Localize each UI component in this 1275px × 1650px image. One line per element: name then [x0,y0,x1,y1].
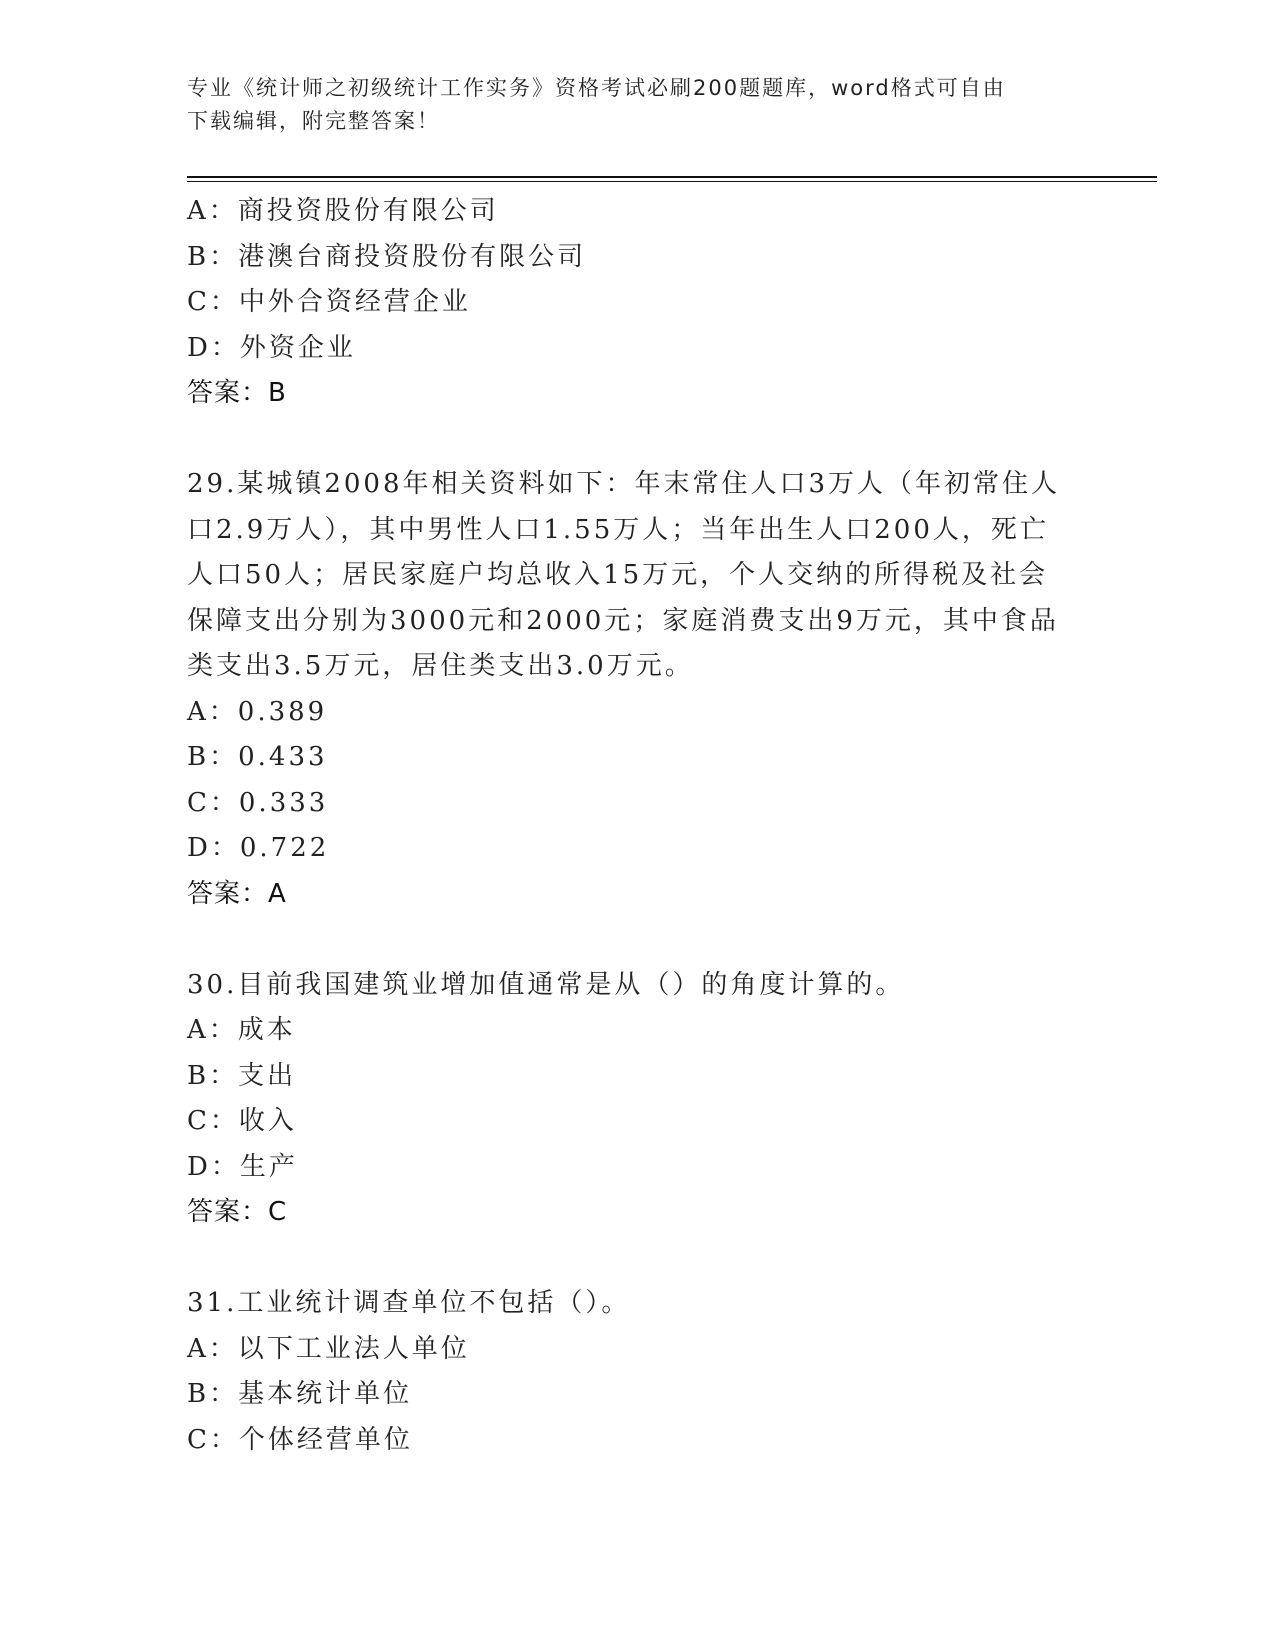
question-stem-line: 口2.9万人），其中男性人口1.55万人；当年出生人口200人，死亡 [187,514,1049,545]
question-stem-line: 保障支出分别为3000元和2000元；家庭消费支出9万元，其中食品 [187,605,1059,636]
answer-line: 答案：B [187,378,287,408]
option-b: B：港澳台商投资股份有限公司 [187,241,587,272]
header-line-2: 下载编辑，附完整答案！ [187,109,440,133]
answer-line: 答案：A [187,878,287,909]
question-list [187,189,1087,1463]
option-b: B：基本统计单位 [187,1379,413,1409]
option-a: A：商投资股份有限公司 [187,196,499,226]
option-c: C：个体经营单位 [187,1424,413,1455]
option-c: C：中外合资经营企业 [187,287,471,317]
question-28 [187,189,1087,417]
question-stem-line: 类支出3.5万元，居住类支出3.0万元。 [187,651,694,681]
option-d: D：外资企业 [187,332,356,363]
question-stem-line: 31.工业统计调查单位不包括（）。 [187,1288,631,1318]
header-divider-thin [187,181,1157,182]
spacer [187,417,1087,463]
option-a: A：以下工业法人单位 [187,1333,470,1364]
answer-line: 答案：C [187,1197,288,1227]
document-header [187,72,1067,138]
option-a: A：0.389 [187,696,328,727]
option-d: D：0.722 [187,833,330,863]
option-a: A：成本 [187,1015,296,1045]
option-b: B：0.433 [187,742,328,772]
spacer [187,917,1087,963]
spacer [187,1236,1087,1282]
question-stem-line: 30.目前我国建筑业增加值通常是从（）的角度计算的。 [187,969,905,1000]
question-stem-line: 29.某城镇2008年相关资料如下：年末常住人口3万人（年初常住人 [187,469,1061,499]
option-c: C：0.333 [187,787,329,818]
question-31 [187,1281,1087,1463]
question-30 [187,963,1087,1236]
question-stem-line: 人口50人；居民家庭户均总收入15万元，个人交纳的所得税及社会 [187,560,1049,590]
option-d: D：生产 [187,1151,298,1182]
question-29 [187,462,1087,917]
header-divider-thick [187,176,1157,178]
option-c: C：收入 [187,1106,297,1136]
header-line-1: 专业《统计师之初级统计工作实务》资格考试必刷200题题库，word格式可自由 [187,76,1006,100]
option-b: B：支出 [187,1060,297,1091]
